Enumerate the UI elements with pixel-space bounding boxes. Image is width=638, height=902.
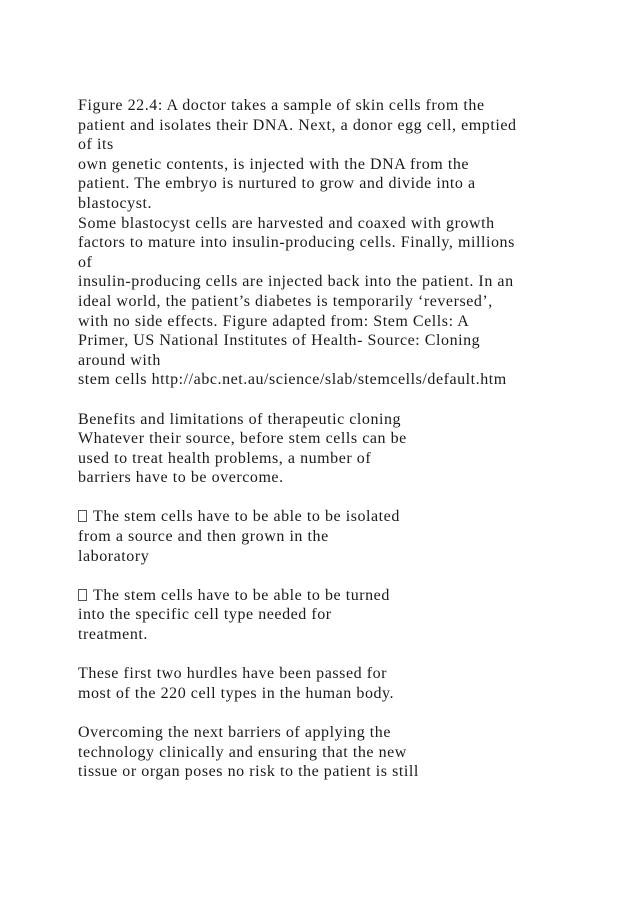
paragraph-line: used to treat health problems, a number of (78, 449, 372, 467)
figure-caption-line: around with (78, 351, 161, 369)
figure-caption-line: Some blastocyst cells are harvested and coaxed with growth (78, 214, 495, 232)
paragraph-line: technology clinically and ensuring that the new (78, 743, 407, 761)
bullet-item-line (78, 586, 618, 606)
bullet-item-line: into the specific cell type needed for (78, 606, 332, 624)
figure-caption-line: Primer, US National Institutes of Health- Source: Cloning (78, 332, 481, 350)
paragraph-line: Whatever their source, before stem cells can be (78, 430, 407, 448)
figure-caption-line: ideal world, the patient’s diabetes is temporarily ‘reversed’, (78, 292, 493, 310)
section-heading: Benefits and limitations of therapeutic cloning (78, 410, 402, 428)
blank-line (78, 645, 618, 665)
figure-caption-line: of its (78, 136, 114, 154)
bullet-item-line: from a source and then grown in the (78, 528, 329, 546)
bullet-item-text: The stem cells have to be able to be turned (93, 586, 390, 604)
blank-line (78, 488, 618, 508)
document-text (78, 96, 618, 782)
figure-caption-line: own genetic contents, is injected with the DNA from the (78, 155, 470, 173)
paragraph-line: tissue or organ poses no risk to the patient is still (78, 763, 419, 781)
figure-caption-line: patient. The embryo is nurtured to grow and divide into a (78, 175, 476, 193)
paragraph-line: most of the 220 cell types in the human body. (78, 684, 395, 702)
blank-line (78, 390, 618, 410)
bullet-item-line (78, 507, 618, 527)
bullet-item-line: laboratory (78, 547, 150, 565)
figure-caption-line: patient and isolates their DNA. Next, a donor egg cell, emptied (78, 116, 517, 134)
source-url-line: stem cells http://abc.net.au/science/slab/stemcells/default.htm (78, 371, 507, 389)
figure-caption-line: with no side effects. Figure adapted from: Stem Cells: A (78, 312, 470, 330)
figure-caption-line: blastocyst. (78, 194, 153, 212)
blank-line (78, 566, 618, 586)
bullet-box-icon (78, 589, 87, 601)
blank-line (78, 703, 618, 723)
paragraph-line: These first two hurdles have been passed for (78, 665, 387, 683)
paragraph-line: Overcoming the next barriers of applying the (78, 724, 391, 741)
bullet-item-text: The stem cells have to be able to be isolated (93, 508, 400, 526)
figure-caption-line: Figure 22.4: A doctor takes a sample of skin cells from the (78, 97, 485, 114)
bullet-box-icon (78, 510, 87, 522)
paragraph-line: barriers have to be overcome. (78, 469, 284, 487)
figure-caption-line: of (78, 253, 93, 271)
bullet-item-line: treatment. (78, 626, 148, 644)
figure-caption-line: insulin-producing cells are injected back into the patient. In an (78, 273, 514, 291)
figure-caption-line: factors to mature into insulin-producing cells. Finally, millions (78, 234, 515, 252)
